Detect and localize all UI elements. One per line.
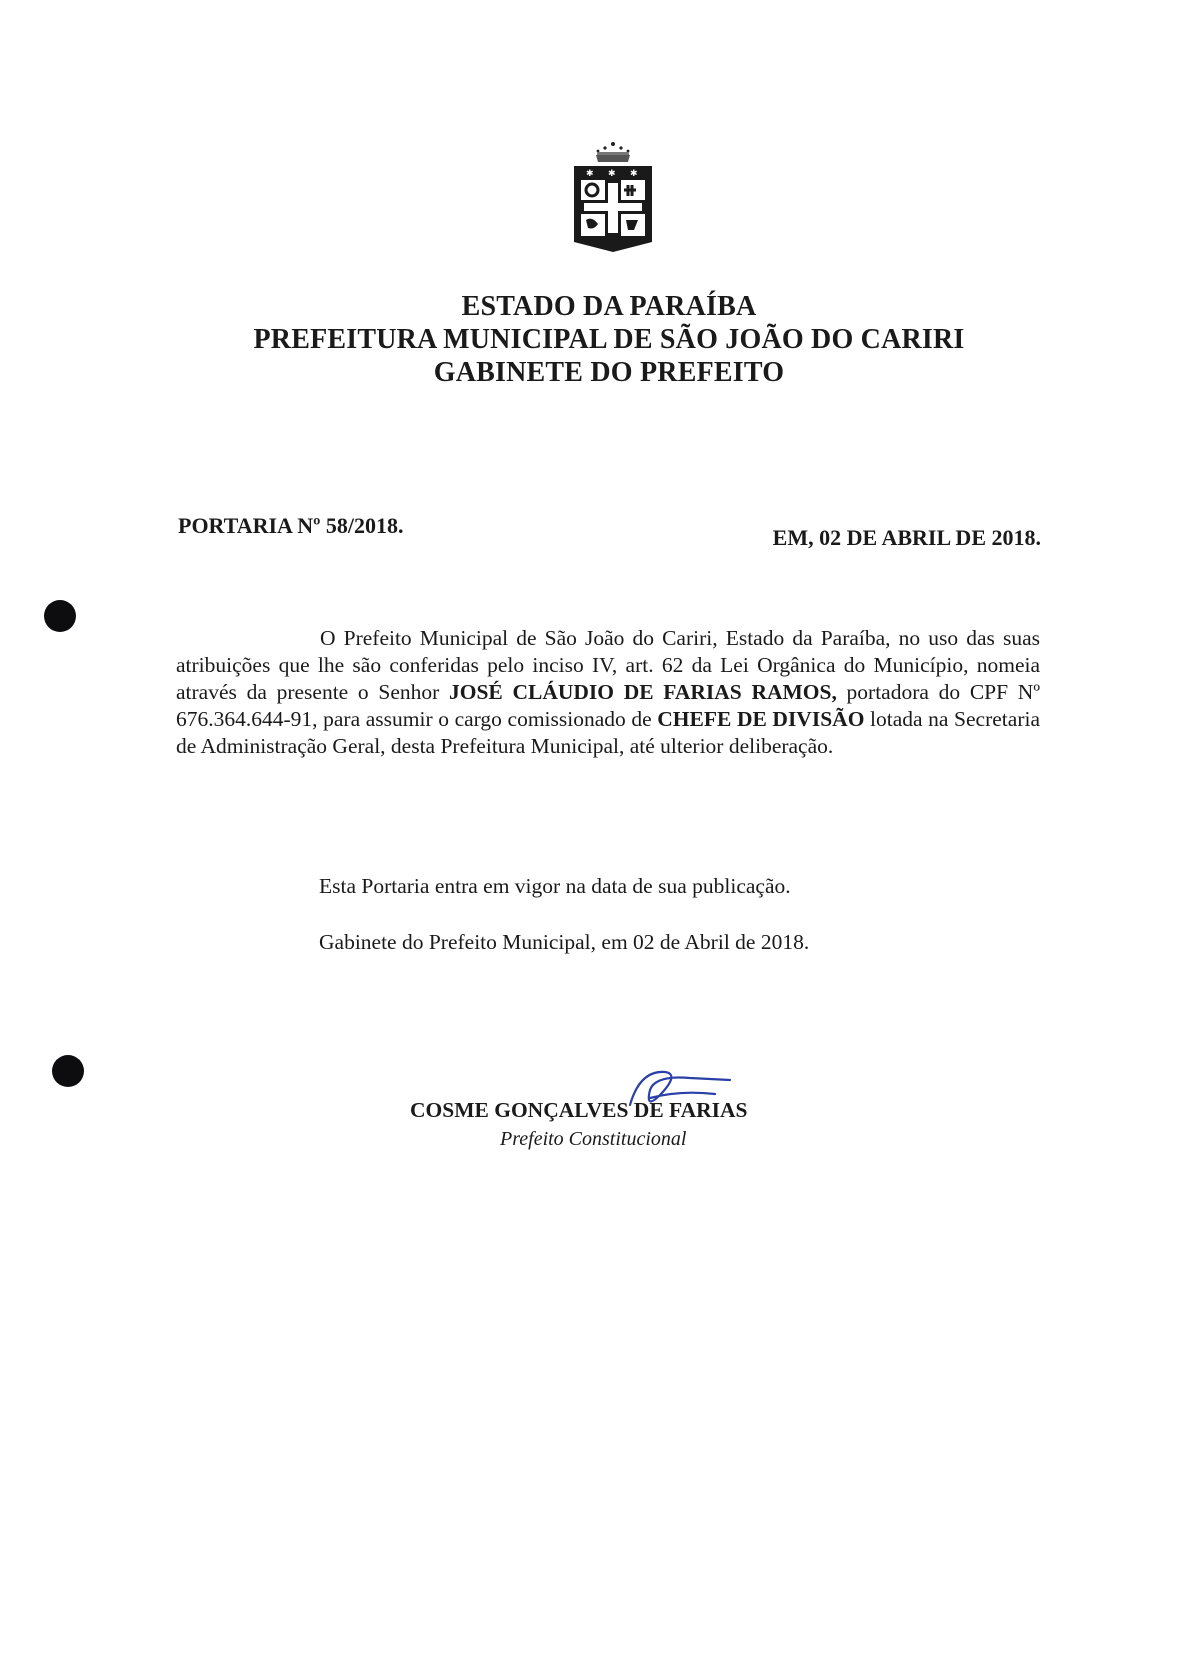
portaria-date: EM, 02 DE ABRIL DE 2018. bbox=[772, 525, 1041, 550]
svg-text:✱: ✱ bbox=[608, 169, 616, 179]
svg-text:✱: ✱ bbox=[586, 169, 594, 179]
portaria-number: PORTARIA Nº 58/2018. bbox=[178, 513, 404, 538]
punch-hole-top bbox=[44, 600, 76, 632]
punch-hole-bottom bbox=[52, 1055, 84, 1087]
header-state: ESTADO DA PARAÍBA bbox=[461, 291, 757, 322]
main-paragraph bbox=[176, 625, 1040, 760]
paragraph-part3: lotada na Secretaria de Administração Geral, desta Prefeitura Municipal, até ulterior deliberação. bbox=[176, 707, 1040, 758]
letterhead bbox=[0, 290, 1200, 389]
paragraph-part2: portadora do CPF Nº 676.364.644-91, para assumir o cargo comissionado de bbox=[176, 680, 1040, 731]
gabinete-paragraph: Gabinete do Prefeito Municipal, em 02 de Abril de 2018. bbox=[319, 930, 810, 954]
appointee-name: JOSÉ CLÁUDIO DE FARIAS RAMOS, bbox=[449, 680, 837, 704]
vigor-paragraph: Esta Portaria entra em vigor na data de sua publicação. bbox=[319, 874, 791, 898]
appointed-role: CHEFE DE DIVISÃO bbox=[657, 707, 865, 731]
coat-of-arms-icon bbox=[568, 140, 658, 255]
signer-name: COSME GONÇALVES DE FARIAS bbox=[410, 1098, 748, 1122]
signer-title: Prefeito Constitucional bbox=[500, 1128, 687, 1150]
paragraph-part1: O Prefeito Municipal de São João do Cariri, Estado da Paraíba, no uso das suas atribuições que lhe são conferidas pelo inciso IV, art. 62 da Lei Orgânica do Município, nomeia através da presente o Senhor bbox=[176, 626, 1040, 704]
header-office: GABINETE DO PREFEITO bbox=[433, 357, 785, 388]
header-municipality: PREFEITURA MUNICIPAL DE SÃO JOÃO DO CARIRI bbox=[253, 324, 965, 355]
svg-text:✱: ✱ bbox=[630, 169, 638, 179]
